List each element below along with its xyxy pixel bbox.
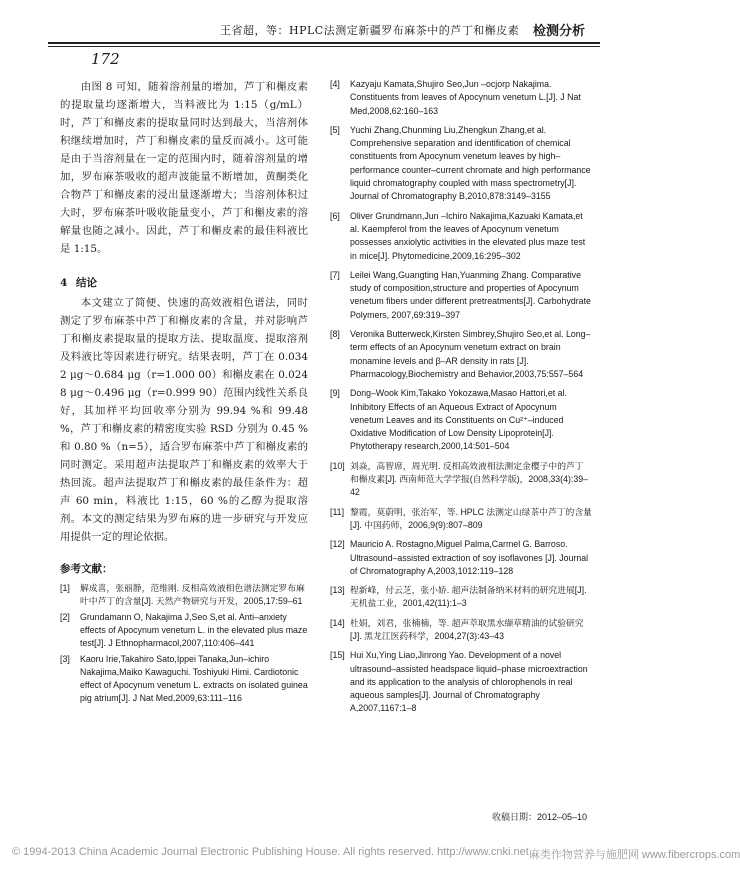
body-paragraph: 由图 8 可知，随着溶剂量的增加，芦丁和槲皮素的提取量均逐渐增大，当料液比为 1:15（g/mL）时，芦丁和槲皮素的提取量同时达到最大，当溶剂体积继续增加时，芦丁和槲皮素的量反而减小。这可能是由于当溶剂量在一定的范围内时，随着溶剂量的增加，罗布麻茶吸收的超声波能量不断增加，黄酮类化合物芦丁和槲皮素的浸出量逐渐增大；当溶剂体积过大时，罗布麻茶叶吸收能量变小，芦丁和槲皮素的溶解量也随之减小。因此，芦丁和槲皮素的最佳料液比是 1:15。: [60, 81, 308, 255]
reference-item: [14] 杜娟，刘君，张楠楠，等. 超声萃取黑水缬草精油的试验研究[J]. 黑龙江医药科学，2004,27(3):43–43: [330, 617, 584, 641]
reference-item: [2] Grundamann O, Nakajima J,Seo S,et al. Anti–anxiety effects of Apocynum venetum L. in the elevated plus maze test[J]. J Ethnopharmacol,2007,110:406–441: [60, 612, 308, 648]
reference-item: [11] 黎霞，莫蔚明，张治军，等. HPLC 法测定山绿茶中芦丁的含量[J]. 中国药师，2006,9(9):807–809: [330, 506, 592, 530]
reference-item: [4] Kazyaju Kamata,Shujiro Seo,Jun –ocjorp Nakajima. Constituents from leaves of Apocynum venetum L.[J]. J Nat Med,2008,62:160–163: [330, 79, 581, 116]
copyright-notice: © 1994-2013 China Academic Journal Electronic Publishing House. All rights reserved. http://www.cnki.net: [12, 846, 529, 858]
reference-item: [7] Leilei Wang,Guangting Han,Yuanming Zhang. Comparative study of composition,structure and properties of Apocynum venetum fibers under different pretreatments[J]. Carbohydrate Polymers, 2007,69:319–397: [330, 269, 591, 320]
section-title: 结论: [76, 277, 97, 289]
page-footer: [12, 846, 740, 862]
reference-item: [5] Yuchi Zhang,Chunming Liu,Zhengkun Zhang,et al. Comprehensive separation and identification of chemical constituents from Apocynum venetum leaves by high–performance counter–current chromate and high performance liquid chromatography coupled with mass spectrometry[J]. Journal of Chromatography B,2010,878:3149–3155: [330, 124, 591, 202]
page-number: 172: [87, 50, 124, 68]
header-rule-thick: [48, 42, 600, 44]
reference-item: [1] 解成喜，张丽静，范维刚. 反相高效液相色谱法测定罗布麻叶中芦丁的含量[J]. 天然产物研究与开发，2005,17:59–61: [60, 583, 305, 606]
reference-item: [15] Hui Xu,Ying Liao,Jinrong Yao. Development of a novel ultrasound–assisted headspace liquid–phase microextraction and its application to the analysis of chlorophenols in real aqueous samples[J]. Journal of Chromatography A,2007,1167:1–8: [330, 650, 588, 714]
left-column: [60, 78, 308, 708]
right-column: [330, 78, 592, 722]
reference-item: [12] Mauricio A. Rostagno,Miguel Palma,Carmel G. Barroso. Ultrasound–assisted extraction of soy isoflavones [J]. Journal of Chromatography A,2003,1012:119–128: [330, 539, 589, 576]
references-heading: 参考文献：: [60, 563, 113, 575]
reference-item: [8] Veronika Butterweck,Kirsten Simbrey,Shujiro Seo,et al. Long–term effects of an Apocynum venetum extract on brain monamine levels and β–AR density in rats [J]. Pharmacology,Biochemistry and Behavior,2003,75:557–564: [330, 329, 591, 379]
reference-item: [9] Dong–Wook Kim,Takako Yokozawa,Masao Hattori,et al. Inhibitory Effects of an Aqueous Extract of Apocynum venetum Leaves and its Constituents on Cu²⁺–induced Oxidative Modification of Low Density Lipoprotein[J]. Phytotherapy research,2000,14:501–504: [330, 388, 567, 452]
reference-item: [13] 程新峰，付云芝，张小娇. 超声法制备纳米材料的研究进展[J]. 无机盐工业，2001,42(11):1–3: [330, 585, 587, 609]
section-number: 4: [60, 277, 68, 289]
running-title: 王省超，等：HPLC法测定新疆罗布麻茶中的芦丁和槲皮素: [220, 24, 520, 37]
conclusion-paragraph: 本文建立了简便、快速的高效液相色谱法，同时测定了罗布麻茶中芦丁和槲皮素的含量，并对影响芦丁和槲皮素提取量的提取方法、提取温度、提取溶剂及料液比等因素进行研究。结果表明，芦丁在 0.034 2 μg～0.684 μg（r=1.000 00）和槲皮素在 0.024 8 μg～0.496 μg（r=0.999 90）范围内线性关系良好，其加样平均回收率分别为 99.94 %和 99.48 %，芦丁和槲皮素的精密度实验 RSD 分别为 0.45 %和 0.80 %（n=5），适合罗布麻茶中芦丁和槲皮素的同时测定。采用超声法提取芦丁和槲皮素的效率大于热回流。超声法提取芦丁和槲皮素的最佳条件为：超声 60 min，料液比 1:15，60 %的乙醇为提取溶剂。本文的测定结果为罗布麻的进一步研究与开发应用提供一定的理论依据。: [60, 297, 308, 543]
reference-item: [6] Oliver Grundmann,Jun –Ichiro Nakajima,Kazuaki Kamata,et al. Kaempferol from the leaves of Apocynum venetum possesses anxiolytic activities in the elevated plus maze test in mice[J]. Phytomedicine,2009,16:295–302: [330, 210, 586, 261]
conclusion-heading: [60, 274, 308, 292]
reference-item: [10] 刘焱，高智席，周光明. 反相高效液相法测定金樱子中的芦丁和槲皮素[J]. 西南师范大学学报(自然科学版)，2008,33(4):39–42: [330, 460, 589, 498]
watermark-text: 麻类作物营养与施肥网 www.fibercrops.com: [528, 849, 740, 861]
header-rule-thin: [48, 46, 600, 47]
reference-item: [3] Kaoru Irie,Takahiro Sato,Ippei Tanaka,Jun–ichiro Nakajima,Maiko Kawaguchi. Toshiyuki Himi. Cardiotonic effect of Apocynum venetum L. extracts on isolated guinea pig atrium[J]. J Nat Med,2009,63:111–116: [60, 654, 308, 703]
received-date: 收稿日期：2012–05–10: [492, 812, 588, 822]
section-name: 检测分析: [533, 24, 586, 39]
